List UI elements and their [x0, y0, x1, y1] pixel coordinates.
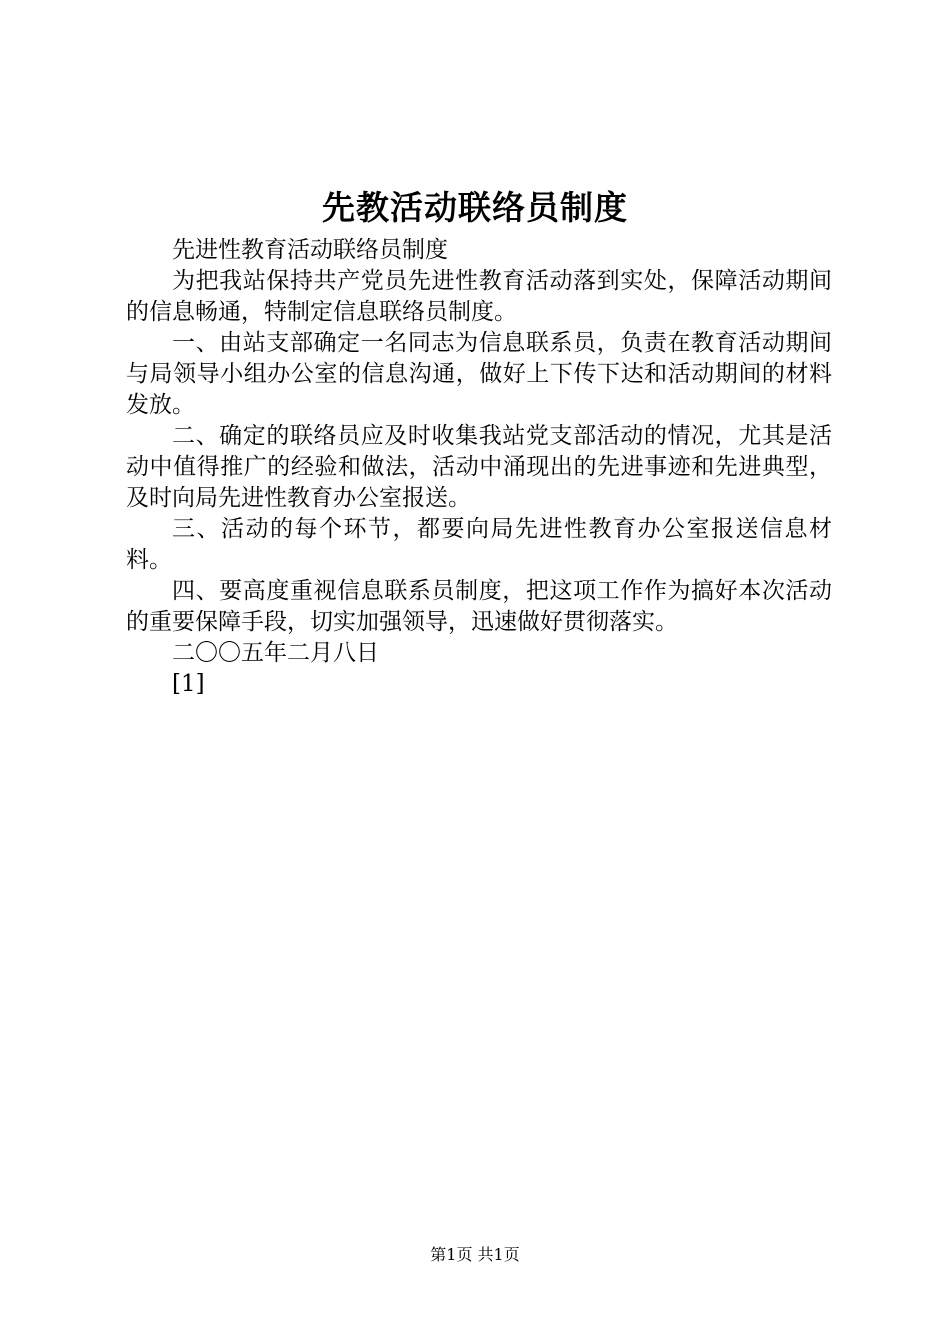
paragraph-reference: [1] [172, 671, 205, 697]
paragraph-date: 二〇〇五年二月八日 [172, 640, 379, 666]
page-footer: 第1页 共1页 [430, 1245, 520, 1264]
document-title: 先教活动联络员制度 [322, 188, 628, 227]
paragraph-subtitle: 先进性教育活动联络员制度 [172, 237, 448, 263]
paragraph-intro: 为把我站保持共产党员先进性教育活动落到实处，保障活动期间的信息畅通，特制定信息联络员制度。 [126, 268, 832, 325]
paragraph-item-3: 三、活动的每个环节，都要向局先进性教育办公室报送信息材料。 [126, 516, 832, 573]
paragraph-item-2: 二、确定的联络员应及时收集我站党支部活动的情况，尤其是活动中值得推广的经验和做法，活动中涌现出的先进事迹和先进典型，及时向局先进性教育办公室报送。 [126, 423, 832, 511]
document-body [126, 235, 832, 700]
paragraph-item-4: 四、要高度重视信息联系员制度，把这项工作作为搞好本次活动的重要保障手段，切实加强领导，迅速做好贯彻落实。 [126, 578, 832, 635]
paragraph-item-1: 一、由站支部确定一名同志为信息联系员，负责在教育活动期间与局领导小组办公室的信息沟通，做好上下传下达和活动期间的材料发放。 [126, 330, 832, 418]
